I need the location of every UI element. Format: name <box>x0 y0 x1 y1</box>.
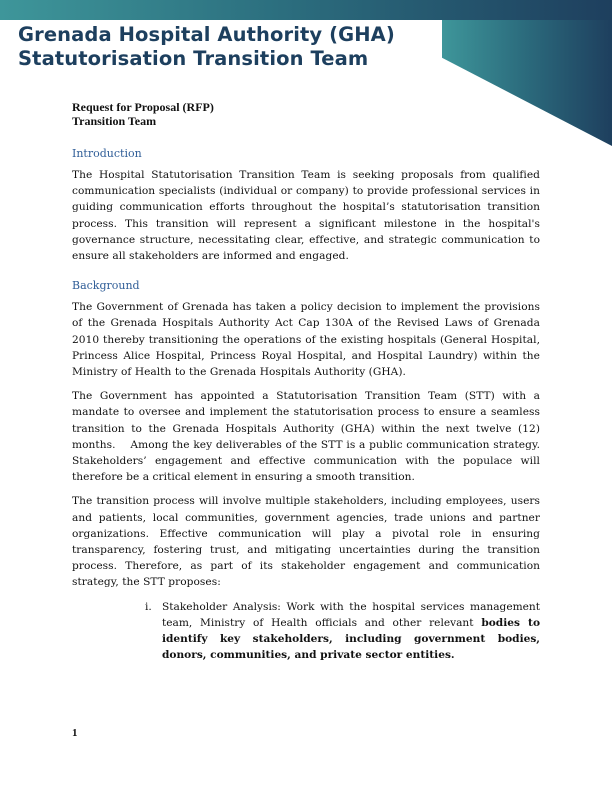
rfp-line-1: Request for Proposal (RFP) <box>72 100 214 114</box>
section-heading-background: Background <box>72 279 140 293</box>
list-item-text <box>162 601 540 662</box>
title-line-2: Statutorisation Transition Team <box>18 47 369 70</box>
background-paragraph-1: The Government of Grenada has taken a policy decision to implement the provisions of the Grenada Hospitals Authority Act Cap 130A of the Revised Laws of Grenada 2010 thereby transitioning the operations of the existing hospitals (General Hospital, Princess Alice Hospital, Princess Royal Hospital, and Hospital Laundry) within the Ministry of Health to the Grenada Hospitals Authority (GHA). <box>72 301 540 379</box>
background-paragraph-3: The transition process will involve multiple stakeholders, including employees, users and patients, local communities, government agencies, trade unions and partner organizations. Effective communication will play a pivotal role in ensuring transparency, fostering trust, and mitigating uncertainties during the transition process. Therefore, as part of its stakeholder engagement and communication strategy, the STT proposes: <box>72 495 540 589</box>
list-item <box>72 599 540 664</box>
introduction-paragraph: The Hospital Statutorisation Transition Team is seeking proposals from qualified communication specialists (individual or company) to provide professional services in guiding communication efforts throughout the hospital’s statutorisation transition process. This transition will represent a significant milestone in the hospital's governance structure, necessitating clear, effective, and strategic communication to ensure all stakeholders are informed and engaged. <box>72 169 540 263</box>
background-paragraph-2: The Government has appointed a Statutorisation Transition Team (STT) with a mandate to oversee and implement the statutorisation process to ensure a seamless transition to the Grenada Hospitals Authority (GHA) within the next twelve (12) months. Among the key deliverables of the STT is a public communication strategy. Stakeholders’ engagement and effective communication with the populace will therefore be a critical element in ensuring a smooth transition. <box>72 390 558 484</box>
list-item-text-regular: Stakeholder Analysis: Work with the hospital services management team, Ministry of Health officials and other relevant <box>162 600 540 629</box>
header-gradient-band <box>0 0 612 20</box>
rfp-label <box>72 100 540 128</box>
section-heading-introduction: Introduction <box>72 147 142 160</box>
rfp-line-2: Transition Team <box>72 114 157 128</box>
list-item-text-heavy: bodies to identify key stakeholders, including government bodies, donors, communities, and private sector entities. <box>162 616 541 662</box>
list-item-number: i. <box>145 600 152 613</box>
title-line-1: Grenada Hospital Authority (GHA) <box>18 23 395 46</box>
page-number: 1 <box>72 727 78 739</box>
proposal-list <box>72 599 540 664</box>
document-body <box>72 100 558 663</box>
document-title <box>18 23 395 71</box>
